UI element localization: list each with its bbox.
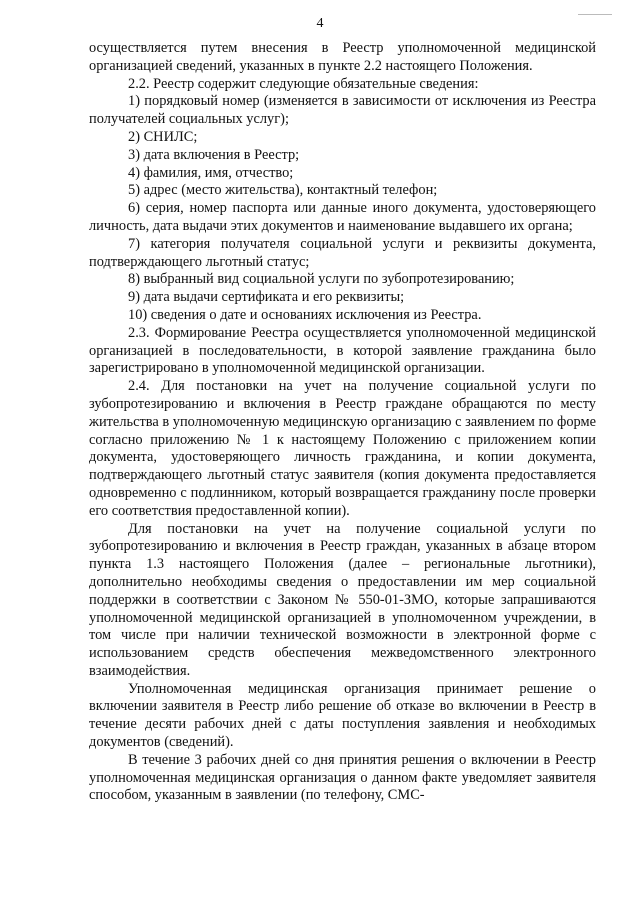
paragraph: осуществляется путем внесения в Реестр уполномоченной медицинской организацией сведений, указанных в пункте 2.2 настоящего Положения. — [89, 40, 596, 74]
paragraph: 2.2. Реестр содержит следующие обязательные сведения: — [128, 75, 479, 92]
paragraph: Для постановки на учет на получение социальной услуги по зубопротезированию и включения в Реестр граждан, указанных в абзаце втором пункта 1.3 настоящего Положения (далее – региональные льготники), дополнительно необходимы сведения о предоставлении им мер социальной поддержки в соответствии с Законом № 550-01-ЗМО, которые запрашиваются уполномоченной медицинской организацией в уполномоченном учреждении, в том числе при наличии технической возможности в электронной форме с использованием средств обеспечения межведомственного электронного взаимодействия. — [89, 520, 596, 679]
paragraph: 4) фамилия, имя, отчество; — [128, 164, 294, 181]
paragraph: 5) адрес (место жительства), контактный телефон; — [128, 182, 438, 199]
document-body — [89, 40, 596, 805]
paragraph: 2.3. Формирование Реестра осуществляется уполномоченной медицинской организацией в последовательности, в которой заявление гражданина было зарегистрировано в уполномоченной медицинской организации. — [89, 324, 596, 377]
paragraph: 2.4. Для постановки на учет на получение социальной услуги по зубопротезированию и включения в Реестр граждане обращаются по месту жительства в уполномоченную медицинскую организацию с заявлением по форме согласно приложению № 1 к настоящему Положению с приложением копии документа, удостоверяющего личность гражданина, и копии документа, подтверждающего льготный статус заявителя (копия документа предоставляется одновременно с подлинником, который возвращается гражданину после проверки его соответствия предоставленной копии). — [89, 378, 596, 519]
paragraph: 8) выбранный вид социальной услуги по зубопротезированию; — [128, 271, 515, 288]
paragraph: 1) порядковый номер (изменяется в зависимости от исключения из Реестра получателей социальных услуг); — [89, 93, 596, 128]
paragraph: В течение 3 рабочих дней со дня принятия решения о включении в Реестр уполномоченная медицинская организация о данном факте уведомляет заявителя способом, указанным в заявлении (по телефону, СМС- — [89, 751, 596, 804]
scan-corner-mark — [578, 4, 612, 15]
paragraph: 10) сведения о дате и основаниях исключения из Реестра. — [128, 306, 482, 323]
paragraph: 7) категория получателя социальной услуги и реквизиты документа, подтверждающего льготный статус; — [89, 235, 596, 270]
paragraph: 6) серия, номер паспорта или данные иного документа, удостоверяющего личность, дата выдачи этих документов и наименование выдавшего их органа; — [89, 200, 596, 234]
paragraph: 2) СНИЛС; — [128, 128, 198, 145]
paragraph: 3) дата включения в Реестр; — [128, 146, 300, 163]
page-number: 4 — [316, 16, 324, 31]
paragraph: Уполномоченная медицинская организация принимает решение о включении заявителя в Реестр либо решение об отказе во включении в Реестр в течение десяти рабочих дней с даты поступления заявления и необходимых документов (сведений). — [89, 680, 596, 751]
paragraph: 9) дата выдачи сертификата и его реквизиты; — [128, 289, 405, 306]
